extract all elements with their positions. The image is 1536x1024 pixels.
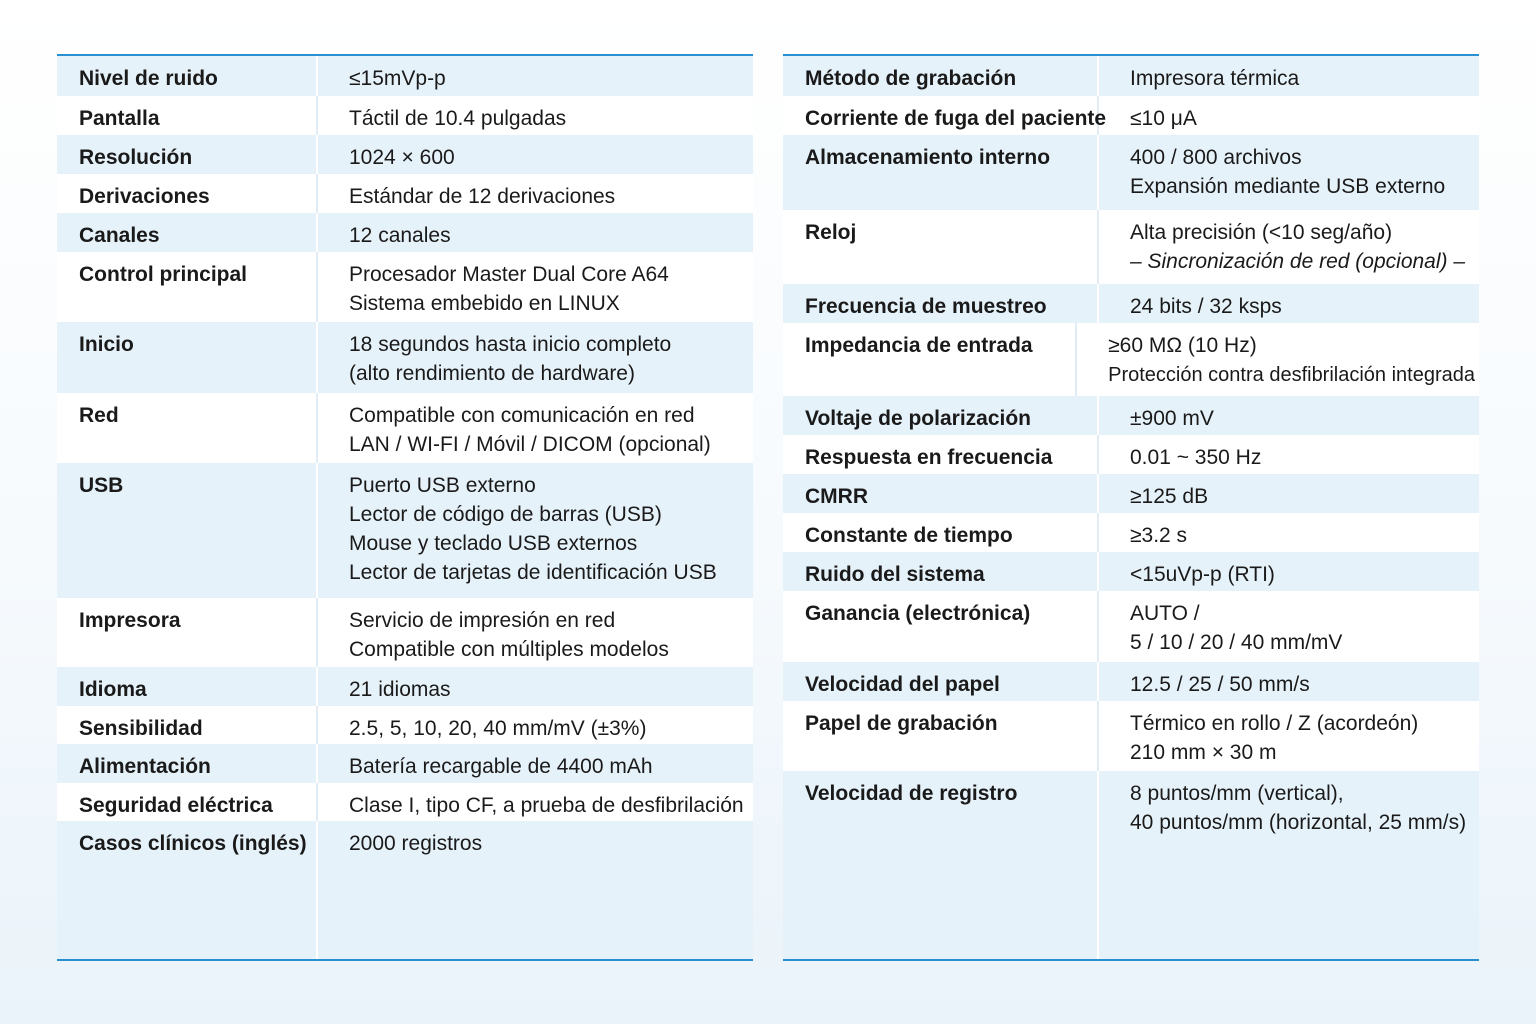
spec-value: [1099, 513, 1479, 552]
spec-label: Frecuencia de muestreo: [783, 284, 1099, 323]
spec-label: Velocidad de registro: [783, 771, 1099, 959]
spec-value-line: Alta precisión (<10 seg/año): [1130, 221, 1393, 244]
spec-value-line: Lector de tarjetas de identificación USB: [349, 561, 717, 584]
spec-row-ruido-del-sistema: [783, 552, 1479, 591]
spec-value-line: ≥125 dB: [1130, 485, 1209, 508]
spec-value-line: 18 segundos hasta inicio completo: [349, 333, 672, 356]
spec-label: Idioma: [57, 667, 318, 706]
spec-value-line: ≥60 MΩ (10 Hz): [1108, 334, 1257, 357]
spec-value: [318, 96, 753, 135]
spec-value-line: ≥3.2 s: [1130, 524, 1188, 547]
spec-label: Pantalla: [57, 96, 318, 135]
spec-label: Inicio: [57, 322, 318, 393]
spec-value-line: Procesador Master Dual Core A64: [349, 263, 669, 286]
spec-value-line: 210 mm × 30 m: [1130, 741, 1277, 764]
spec-label: Ganancia (electrónica): [783, 591, 1099, 662]
spec-value: [318, 598, 753, 667]
spec-row-control-principal: [57, 252, 753, 322]
spec-value: [318, 322, 753, 393]
spec-value: [1099, 56, 1479, 96]
spec-value-line: LAN / WI-FI / Móvil / DICOM (opcional): [349, 433, 711, 456]
spec-label: Derivaciones: [57, 174, 318, 213]
spec-value-line: Lector de código de barras (USB): [349, 503, 662, 526]
spec-value: [1099, 474, 1479, 513]
spec-value-line: ±900 mV: [1130, 407, 1214, 430]
spec-label: Método de grabación: [783, 56, 1099, 96]
spec-row-impresora: [57, 598, 753, 667]
spec-value: [1099, 771, 1479, 959]
spec-value: [1099, 701, 1479, 771]
spec-row-resolucion: [57, 135, 753, 174]
spec-row-ganancia-electronica: [783, 591, 1479, 662]
spec-row-velocidad-del-papel: [783, 662, 1479, 701]
spec-value: [1099, 396, 1479, 435]
spec-value: [1099, 435, 1479, 474]
spec-row-pantalla: [57, 96, 753, 135]
spec-value: [1099, 135, 1479, 210]
spec-value-line: 400 / 800 archivos: [1130, 146, 1302, 169]
spec-value-line: Batería recargable de 4400 mAh: [349, 755, 653, 778]
spec-value: [318, 393, 753, 463]
spec-label: Red: [57, 393, 318, 463]
spec-label: Resolución: [57, 135, 318, 174]
spec-label: Impresora: [57, 598, 318, 667]
spec-label: Respuesta en frecuencia: [783, 435, 1099, 474]
spec-value: [318, 252, 753, 322]
spec-value-line: 1024 × 600: [349, 146, 455, 169]
spec-label: Constante de tiempo: [783, 513, 1099, 552]
spec-value-line: 12.5 / 25 / 50 mm/s: [1130, 673, 1310, 696]
spec-value-line: ≤10 μA: [1130, 107, 1197, 130]
spec-row-casos-clinicos-ingles: [57, 821, 753, 959]
spec-value-line: Táctil de 10.4 pulgadas: [349, 107, 567, 130]
spec-row-respuesta-en-frecuencia: [783, 435, 1479, 474]
spec-row-papel-de-grabacion: [783, 701, 1479, 771]
spec-label: Corriente de fuga del paciente: [783, 96, 1099, 135]
spec-value: [318, 744, 753, 783]
spec-row-canales: [57, 213, 753, 252]
spec-value-line: 21 idiomas: [349, 678, 451, 701]
spec-label: Control principal: [57, 252, 318, 322]
spec-value: [318, 667, 753, 706]
spec-row-almacenamiento-interno: [783, 135, 1479, 210]
spec-value: [318, 135, 753, 174]
spec-label: Alimentación: [57, 744, 318, 783]
spec-row-metodo-de-grabacion: [783, 56, 1479, 96]
spec-label: Ruido del sistema: [783, 552, 1099, 591]
spec-value-line: 8 puntos/mm (vertical),: [1130, 782, 1344, 805]
spec-value: [1099, 591, 1479, 662]
spec-value-line: Compatible con múltiples modelos: [349, 638, 669, 661]
spec-row-sensibilidad: [57, 706, 753, 744]
spec-value-line: Impresora térmica: [1130, 67, 1300, 90]
spec-row-alimentacion: [57, 744, 753, 783]
spec-row-inicio: [57, 322, 753, 393]
spec-value-line: 2000 registros: [349, 832, 483, 855]
spec-value-line: Térmico en rollo / Z (acordeón): [1130, 712, 1419, 735]
spec-row-frecuencia-de-muestreo: [783, 284, 1479, 323]
spec-value-line: 0.01 ~ 350 Hz: [1130, 446, 1262, 469]
spec-row-seguridad-electrica: [57, 783, 753, 821]
spec-value-line: 5 / 10 / 20 / 40 mm/mV: [1130, 631, 1343, 654]
spec-label: Canales: [57, 213, 318, 252]
spec-row-voltaje-de-polarizacion: [783, 396, 1479, 435]
spec-value-line: – Sincronización de red (opcional) –: [1130, 250, 1466, 273]
spec-value: [1099, 210, 1479, 284]
spec-value-line: <15uVp-p (RTI): [1130, 563, 1275, 586]
spec-label: Nivel de ruido: [57, 56, 318, 96]
spec-table-left: [57, 54, 753, 961]
spec-row-impedancia-de-entrada: [783, 323, 1479, 396]
spec-row-derivaciones: [57, 174, 753, 213]
spec-row-constante-de-tiempo: [783, 513, 1479, 552]
spec-row-red: [57, 393, 753, 463]
spec-value: [1099, 284, 1479, 323]
spec-value-line: ≤15mVp-p: [349, 67, 446, 90]
spec-value: [318, 174, 753, 213]
spec-row-usb: [57, 463, 753, 598]
spec-value: [1099, 552, 1479, 591]
spec-value: [318, 783, 753, 821]
spec-value-line: Servicio de impresión en red: [349, 609, 616, 632]
spec-row-nivel-de-ruido: [57, 56, 753, 96]
spec-value-line: Estándar de 12 derivaciones: [349, 185, 616, 208]
spec-value: [318, 463, 753, 598]
spec-label: Casos clínicos (inglés): [57, 821, 318, 959]
spec-value-line: Mouse y teclado USB externos: [349, 532, 638, 555]
spec-value-line: (alto rendimiento de hardware): [349, 362, 635, 385]
spec-label: Impedancia de entrada: [783, 323, 1077, 396]
spec-value: [318, 56, 753, 96]
spec-row-idioma: [57, 667, 753, 706]
spec-value-line: Compatible con comunicación en red: [349, 404, 695, 427]
spec-row-corriente-de-fuga-del-paciente: [783, 96, 1479, 135]
spec-value: [1077, 323, 1479, 396]
spec-value-line: Clase I, tipo CF, a prueba de desfibrilación: [349, 794, 744, 817]
spec-label: Seguridad eléctrica: [57, 783, 318, 821]
spec-value: [1099, 96, 1479, 135]
spec-label: Voltaje de polarización: [783, 396, 1099, 435]
spec-value-line: Puerto USB externo: [349, 474, 536, 497]
spec-value: [1099, 662, 1479, 701]
spec-value-line: Sistema embebido en LINUX: [349, 292, 620, 315]
spec-label: Papel de grabación: [783, 701, 1099, 771]
spec-label: Sensibilidad: [57, 706, 318, 744]
spec-row-velocidad-de-registro: [783, 771, 1479, 959]
spec-value-line: AUTO /: [1130, 602, 1200, 625]
spec-table-right: [783, 54, 1479, 961]
spec-value-line: 2.5, 5, 10, 20, 40 mm/mV (±3%): [349, 717, 647, 740]
spec-row-cmrr: [783, 474, 1479, 513]
spec-label: Reloj: [783, 210, 1099, 284]
spec-value: [318, 213, 753, 252]
spec-label: Almacenamiento interno: [783, 135, 1099, 210]
spec-value: [318, 821, 753, 959]
spec-value-line: Protección contra desfibrilación integrada: [1108, 364, 1475, 386]
spec-value-line: 40 puntos/mm (horizontal, 25 mm/s): [1130, 811, 1467, 834]
spec-row-reloj: [783, 210, 1479, 284]
spec-value-line: 12 canales: [349, 224, 451, 247]
spec-value-line: 24 bits / 32 ksps: [1130, 295, 1282, 318]
spec-value-line: Expansión mediante USB externo: [1130, 175, 1446, 198]
spec-label: USB: [57, 463, 318, 598]
spec-label: CMRR: [783, 474, 1099, 513]
spec-label: Velocidad del papel: [783, 662, 1099, 701]
spec-value: [318, 706, 753, 744]
